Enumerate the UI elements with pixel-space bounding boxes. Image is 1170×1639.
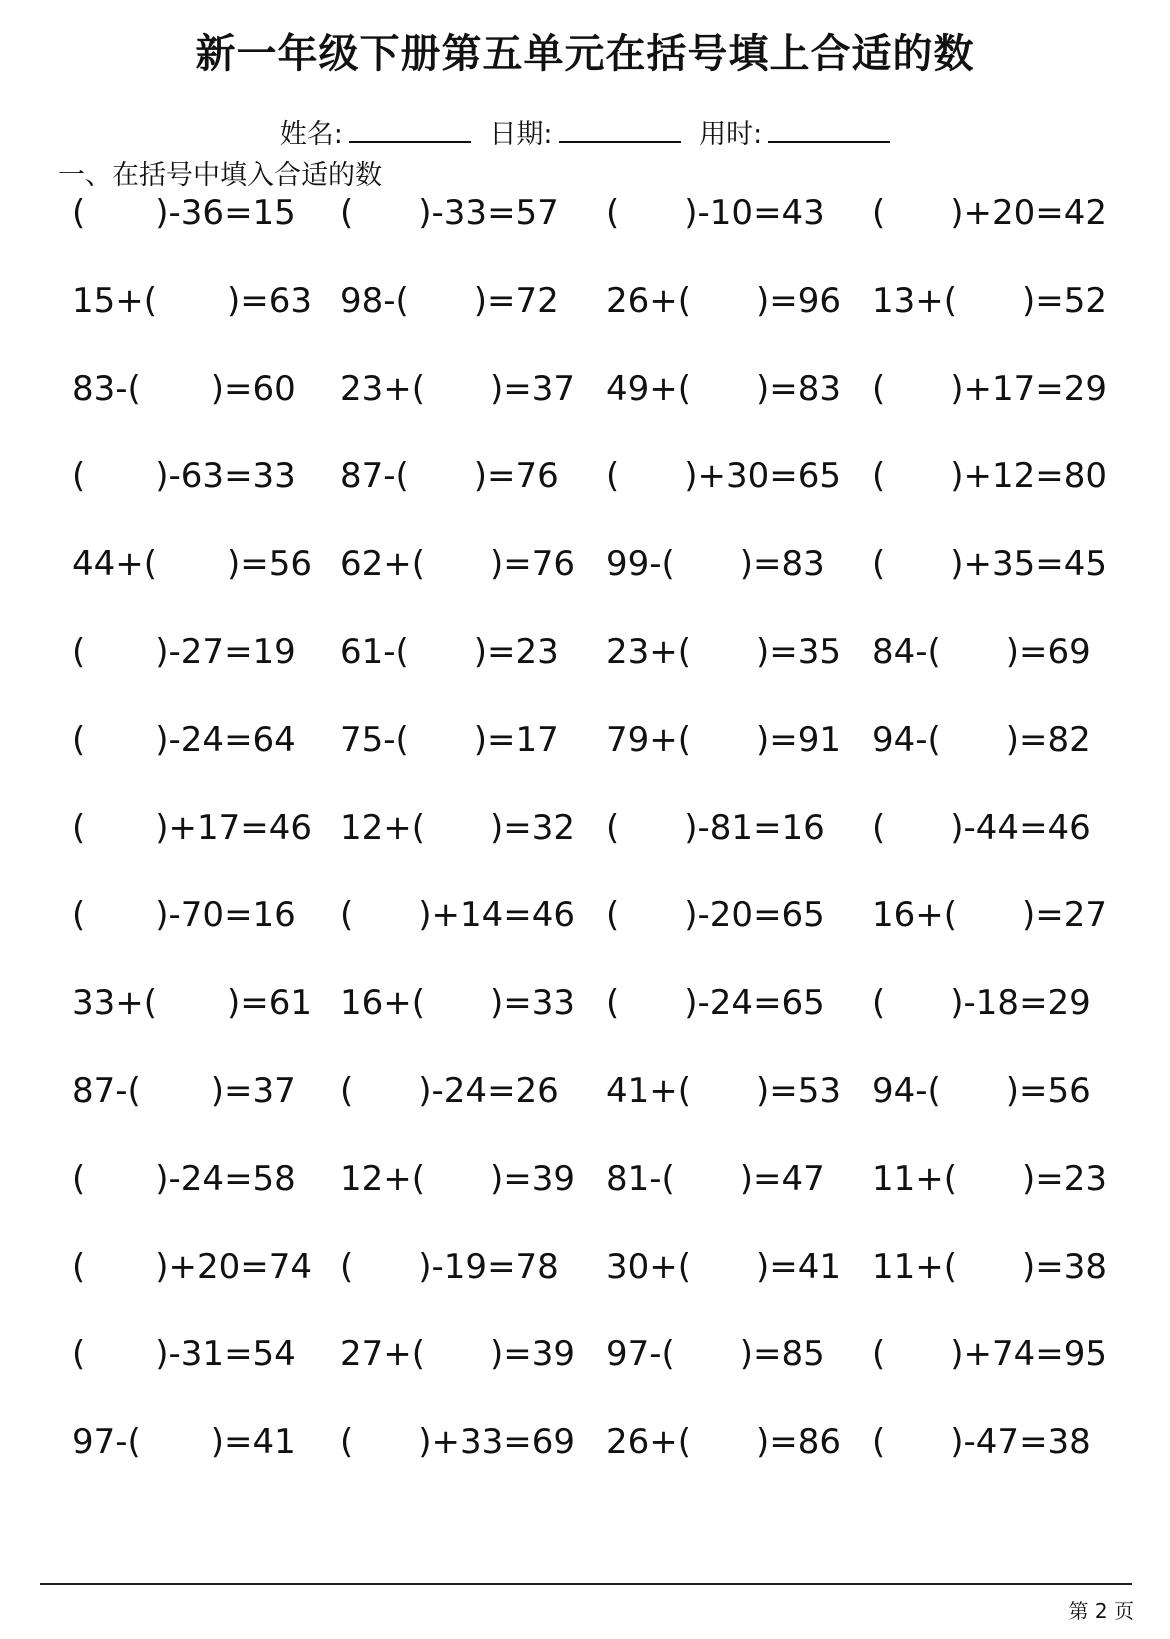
problem-before-blank: 87-(	[72, 1071, 141, 1111]
fill-in-problem[interactable]	[872, 539, 1122, 589]
fill-in-problem[interactable]	[72, 364, 322, 414]
problem-after-blank: )+30=65	[684, 456, 842, 496]
fill-in-problem[interactable]	[72, 1417, 322, 1467]
problem-before-blank: 23+(	[606, 632, 692, 672]
problem-after-blank: )=72	[473, 281, 559, 321]
fill-in-problem[interactable]	[606, 627, 856, 677]
time-label: 用时:	[699, 119, 763, 150]
problem-before-blank: (	[872, 193, 886, 233]
fill-in-problem[interactable]	[606, 539, 856, 589]
problem-before-blank: 15+(	[72, 281, 158, 321]
problem-before-blank: 75-(	[340, 720, 409, 760]
fill-in-problem[interactable]	[872, 1329, 1122, 1379]
fill-in-problem[interactable]	[340, 1417, 590, 1467]
problem-after-blank: )-18=29	[950, 983, 1091, 1023]
problem-before-blank: (	[606, 456, 620, 496]
problem-before-blank: (	[872, 808, 886, 848]
problem-after-blank: )+74=95	[950, 1334, 1108, 1374]
problem-before-blank: 11+(	[872, 1247, 958, 1287]
problem-before-blank: 61-(	[340, 632, 409, 672]
problem-after-blank: )-31=54	[155, 1334, 296, 1374]
footer-divider	[40, 1583, 1132, 1585]
fill-in-problem[interactable]	[872, 978, 1122, 1028]
problem-after-blank: )-20=65	[684, 895, 825, 935]
problem-before-blank: (	[872, 1422, 886, 1462]
problem-before-blank: 12+(	[340, 1159, 426, 1199]
problem-before-blank: (	[72, 1247, 86, 1287]
problem-before-blank: (	[72, 1334, 86, 1374]
problem-after-blank: )=69	[1005, 632, 1091, 672]
fill-in-problem[interactable]	[606, 188, 856, 238]
fill-in-problem[interactable]	[606, 1242, 856, 1292]
fill-in-problem[interactable]	[606, 803, 856, 853]
fill-in-problem[interactable]	[606, 1154, 856, 1204]
problem-after-blank: )=41	[210, 1422, 296, 1462]
problem-after-blank: )-24=58	[155, 1159, 296, 1199]
fill-in-problem[interactable]	[872, 1066, 1122, 1116]
problem-before-blank: 94-(	[872, 1071, 941, 1111]
problem-after-blank: )+14=46	[418, 895, 576, 935]
fill-in-problem[interactable]	[872, 188, 1122, 238]
fill-in-problem[interactable]	[606, 1417, 856, 1467]
problem-after-blank: )=32	[490, 808, 576, 848]
problem-before-blank: (	[606, 193, 620, 233]
problem-before-blank: 83-(	[72, 369, 141, 409]
problem-before-blank: 87-(	[340, 456, 409, 496]
problem-after-blank: )=83	[739, 544, 825, 584]
problem-before-blank: 16+(	[872, 895, 958, 935]
problem-after-blank: )-24=26	[418, 1071, 559, 1111]
fill-in-problem[interactable]	[340, 1329, 590, 1379]
problem-before-blank: (	[872, 544, 886, 584]
problem-before-blank: 79+(	[606, 720, 692, 760]
fill-in-problem[interactable]	[872, 451, 1122, 501]
date-label: 日期:	[489, 119, 553, 150]
problem-after-blank: )=86	[756, 1422, 842, 1462]
problem-after-blank: )=82	[1005, 720, 1091, 760]
problem-after-blank: )-70=16	[155, 895, 296, 935]
fill-in-problem[interactable]	[72, 803, 322, 853]
problem-before-blank: 26+(	[606, 281, 692, 321]
problem-after-blank: )=91	[756, 720, 842, 760]
fill-in-problem[interactable]	[72, 1329, 322, 1379]
fill-in-problem[interactable]	[606, 978, 856, 1028]
fill-in-problem[interactable]	[606, 364, 856, 414]
problem-before-blank: 97-(	[72, 1422, 141, 1462]
problem-before-blank: 49+(	[606, 369, 692, 409]
problem-after-blank: )=23	[1022, 1159, 1108, 1199]
fill-in-problem[interactable]	[872, 1417, 1122, 1467]
problem-after-blank: )-33=57	[418, 193, 559, 233]
problem-after-blank: )-81=16	[684, 808, 825, 848]
problem-after-blank: )=33	[490, 983, 576, 1023]
fill-in-problem[interactable]	[872, 890, 1122, 940]
problem-before-blank: 94-(	[872, 720, 941, 760]
problem-after-blank: )=27	[1022, 895, 1108, 935]
problem-after-blank: )=23	[473, 632, 559, 672]
problem-before-blank: (	[340, 895, 354, 935]
problem-after-blank: )=83	[756, 369, 842, 409]
problem-after-blank: )+20=42	[950, 193, 1108, 233]
problem-before-blank: 41+(	[606, 1071, 692, 1111]
section-heading: 一、在括号中填入合适的数	[58, 160, 382, 191]
problem-before-blank: 23+(	[340, 369, 426, 409]
problem-after-blank: )+20=74	[155, 1247, 313, 1287]
fill-in-problem[interactable]	[872, 364, 1122, 414]
problem-before-blank: 81-(	[606, 1159, 675, 1199]
fill-in-problem[interactable]	[340, 539, 590, 589]
fill-in-problem[interactable]	[340, 627, 590, 677]
problem-after-blank: )=38	[1022, 1247, 1108, 1287]
fill-in-problem[interactable]	[340, 1242, 590, 1292]
fill-in-problem[interactable]	[606, 276, 856, 326]
problem-before-blank: 16+(	[340, 983, 426, 1023]
problem-after-blank: )-44=46	[950, 808, 1091, 848]
worksheet-title: 新一年级下册第五单元在括号填上合适的数	[195, 31, 975, 77]
fill-in-problem[interactable]	[340, 188, 590, 238]
fill-in-problem[interactable]	[606, 715, 856, 765]
fill-in-problem[interactable]	[340, 276, 590, 326]
fill-in-problem[interactable]	[72, 978, 322, 1028]
problem-before-blank: (	[72, 808, 86, 848]
problem-after-blank: )=56	[1005, 1071, 1091, 1111]
fill-in-problem[interactable]	[340, 803, 590, 853]
fill-in-problem[interactable]	[340, 715, 590, 765]
problem-before-blank: (	[340, 1247, 354, 1287]
fill-in-problem[interactable]	[872, 627, 1122, 677]
problem-after-blank: )-47=38	[950, 1422, 1091, 1462]
problem-before-blank: 26+(	[606, 1422, 692, 1462]
time-field[interactable]	[699, 112, 890, 151]
problem-before-blank: (	[872, 983, 886, 1023]
fill-in-problem[interactable]	[340, 978, 590, 1028]
problem-before-blank: 11+(	[872, 1159, 958, 1199]
page-number: 第 2 页	[1068, 1599, 1134, 1623]
fill-in-problem[interactable]	[72, 890, 322, 940]
fill-in-problem[interactable]	[872, 803, 1122, 853]
problem-after-blank: )+33=69	[418, 1422, 576, 1462]
fill-in-problem[interactable]	[72, 539, 322, 589]
problem-before-blank: 98-(	[340, 281, 409, 321]
name-label: 姓名:	[279, 119, 343, 150]
fill-in-problem[interactable]	[340, 1154, 590, 1204]
problem-before-blank: 62+(	[340, 544, 426, 584]
problem-after-blank: )+17=46	[155, 808, 313, 848]
problem-after-blank: )-36=15	[155, 193, 296, 233]
problem-before-blank: (	[72, 632, 86, 672]
problem-before-blank: 84-(	[872, 632, 941, 672]
problem-after-blank: )=76	[490, 544, 576, 584]
problem-after-blank: )=35	[756, 632, 842, 672]
problem-after-blank: )=76	[473, 456, 559, 496]
date-field[interactable]	[489, 112, 680, 151]
problem-after-blank: )-24=64	[155, 720, 296, 760]
fill-in-problem[interactable]	[72, 276, 322, 326]
problem-after-blank: )=61	[227, 983, 313, 1023]
problem-before-blank: (	[872, 1334, 886, 1374]
problem-before-blank: (	[606, 895, 620, 935]
problem-before-blank: (	[340, 193, 354, 233]
problem-before-blank: (	[72, 895, 86, 935]
problem-after-blank: )=47	[739, 1159, 825, 1199]
problem-after-blank: )+17=29	[950, 369, 1108, 409]
problem-before-blank: 12+(	[340, 808, 426, 848]
problem-after-blank: )=37	[210, 1071, 296, 1111]
problem-before-blank: 97-(	[606, 1334, 675, 1374]
name-field[interactable]	[280, 112, 471, 151]
problem-after-blank: )=53	[756, 1071, 842, 1111]
fill-in-problem[interactable]	[72, 188, 322, 238]
problem-after-blank: )-27=19	[155, 632, 296, 672]
fill-in-problem[interactable]	[872, 276, 1122, 326]
problem-after-blank: )=85	[739, 1334, 825, 1374]
problem-after-blank: )-19=78	[418, 1247, 559, 1287]
problem-before-blank: (	[340, 1422, 354, 1462]
problem-before-blank: 30+(	[606, 1247, 692, 1287]
fill-in-problem[interactable]	[340, 364, 590, 414]
fill-in-problem[interactable]	[872, 1242, 1122, 1292]
time-blank[interactable]	[768, 117, 890, 143]
problem-after-blank: )=60	[210, 369, 296, 409]
problem-before-blank: 44+(	[72, 544, 158, 584]
name-blank[interactable]	[349, 117, 471, 143]
fill-in-problem[interactable]	[606, 1066, 856, 1116]
fill-in-problem[interactable]	[872, 715, 1122, 765]
problem-before-blank: (	[72, 193, 86, 233]
problem-after-blank: )=17	[473, 720, 559, 760]
problem-before-blank: (	[872, 369, 886, 409]
date-blank[interactable]	[559, 117, 681, 143]
problem-before-blank: (	[340, 1071, 354, 1111]
problem-before-blank: 99-(	[606, 544, 675, 584]
fill-in-problem[interactable]	[72, 715, 322, 765]
problem-before-blank: 13+(	[872, 281, 958, 321]
problem-after-blank: )-24=65	[684, 983, 825, 1023]
fill-in-problem[interactable]	[72, 1066, 322, 1116]
fill-in-problem[interactable]	[872, 1154, 1122, 1204]
fill-in-problem[interactable]	[606, 451, 856, 501]
problem-before-blank: (	[606, 983, 620, 1023]
problem-before-blank: (	[72, 1159, 86, 1199]
student-info-line	[0, 112, 1170, 151]
fill-in-problem[interactable]	[72, 1242, 322, 1292]
fill-in-problem[interactable]	[606, 890, 856, 940]
problem-after-blank: )-10=43	[684, 193, 825, 233]
fill-in-problem[interactable]	[340, 1066, 590, 1116]
fill-in-problem[interactable]	[340, 890, 590, 940]
problem-after-blank: )=52	[1022, 281, 1108, 321]
problem-after-blank: )=41	[756, 1247, 842, 1287]
problem-after-blank: )+12=80	[950, 456, 1108, 496]
fill-in-problem[interactable]	[72, 627, 322, 677]
problem-before-blank: (	[606, 808, 620, 848]
problem-after-blank: )=39	[490, 1334, 576, 1374]
problem-before-blank: 33+(	[72, 983, 158, 1023]
problem-after-blank: )+35=45	[950, 544, 1108, 584]
problem-before-blank: 27+(	[340, 1334, 426, 1374]
problem-after-blank: )=37	[490, 369, 576, 409]
problem-after-blank: )=39	[490, 1159, 576, 1199]
problem-after-blank: )=63	[227, 281, 313, 321]
problem-before-blank: (	[72, 720, 86, 760]
fill-in-problem[interactable]	[340, 451, 590, 501]
problem-after-blank: )-63=33	[155, 456, 296, 496]
fill-in-problem[interactable]	[72, 1154, 322, 1204]
problem-before-blank: (	[72, 456, 86, 496]
fill-in-problem[interactable]	[606, 1329, 856, 1379]
problem-after-blank: )=56	[227, 544, 313, 584]
problem-before-blank: (	[872, 456, 886, 496]
problem-after-blank: )=96	[756, 281, 842, 321]
fill-in-problem[interactable]	[72, 451, 322, 501]
